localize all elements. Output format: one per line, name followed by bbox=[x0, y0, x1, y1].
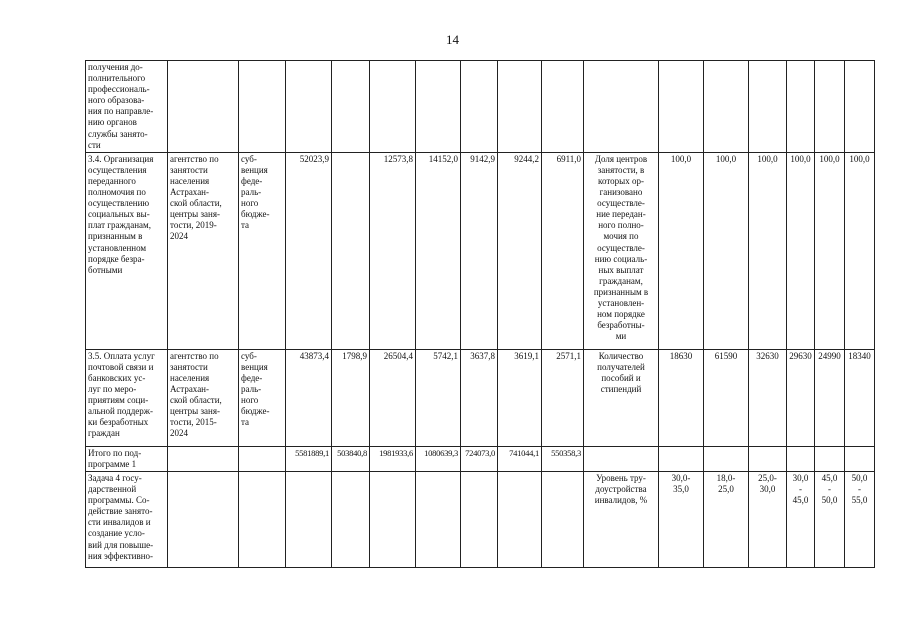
value-2024-cell: 2571,1 bbox=[542, 349, 584, 446]
target-2019-cell bbox=[659, 61, 704, 153]
value-total-cell: 5581889,1 bbox=[286, 446, 332, 471]
target-2022-cell: 100,0 bbox=[787, 152, 815, 349]
funding-source-cell bbox=[239, 471, 286, 567]
target-2021-cell bbox=[749, 61, 787, 153]
funding-source-cell bbox=[239, 446, 286, 471]
target-2022-cell bbox=[787, 61, 815, 153]
indicator-cell: Уровень тру- доустройства инвалидов, % bbox=[584, 471, 659, 567]
target-2020-cell bbox=[704, 61, 749, 153]
table-row bbox=[86, 349, 875, 446]
table-row bbox=[86, 152, 875, 349]
value-2022-cell bbox=[461, 61, 498, 153]
value-2023-cell bbox=[498, 61, 542, 153]
value-2019-cell: 503840,8 bbox=[332, 446, 370, 471]
value-2023-cell: 741044,1 bbox=[498, 446, 542, 471]
page-number: 14 bbox=[446, 32, 459, 47]
value-2019-cell bbox=[332, 61, 370, 153]
target-2019-cell: 100,0 bbox=[659, 152, 704, 349]
table-row bbox=[86, 471, 875, 567]
value-2024-cell: 6911,0 bbox=[542, 152, 584, 349]
value-2023-cell: 3619,1 bbox=[498, 349, 542, 446]
target-2024-cell: 100,0 bbox=[845, 152, 875, 349]
funding-source-cell: суб- венция феде- раль- ного бюдже- та bbox=[239, 349, 286, 446]
target-2024-cell bbox=[845, 61, 875, 153]
value-total-cell bbox=[286, 471, 332, 567]
value-2020-cell: 26504,4 bbox=[370, 349, 416, 446]
target-2020-cell bbox=[704, 446, 749, 471]
value-2020-cell bbox=[370, 471, 416, 567]
target-2021-cell: 100,0 bbox=[749, 152, 787, 349]
value-2021-cell bbox=[416, 61, 461, 153]
value-2022-cell: 3637,8 bbox=[461, 349, 498, 446]
target-2020-cell: 100,0 bbox=[704, 152, 749, 349]
target-2020-cell: 61590 bbox=[704, 349, 749, 446]
executor-cell bbox=[168, 471, 239, 567]
value-2020-cell bbox=[370, 61, 416, 153]
table-row bbox=[86, 61, 875, 153]
value-total-cell: 43873,4 bbox=[286, 349, 332, 446]
value-2019-cell: 1798,9 bbox=[332, 349, 370, 446]
value-2022-cell bbox=[461, 471, 498, 567]
value-2024-cell bbox=[542, 471, 584, 567]
target-2023-cell: 24990 bbox=[815, 349, 845, 446]
value-2020-cell: 1981933,6 bbox=[370, 446, 416, 471]
target-2024-cell bbox=[845, 446, 875, 471]
value-2023-cell: 9244,2 bbox=[498, 152, 542, 349]
target-2021-cell bbox=[749, 446, 787, 471]
value-2022-cell: 724073,0 bbox=[461, 446, 498, 471]
table-row bbox=[86, 446, 875, 471]
target-2019-cell bbox=[659, 446, 704, 471]
target-2021-cell: 25,0- 30,0 bbox=[749, 471, 787, 567]
value-2022-cell: 9142,9 bbox=[461, 152, 498, 349]
target-2023-cell: 100,0 bbox=[815, 152, 845, 349]
target-2019-cell: 30,0- 35,0 bbox=[659, 471, 704, 567]
target-2023-cell: 45,0 - 50,0 bbox=[815, 471, 845, 567]
value-2019-cell bbox=[332, 152, 370, 349]
target-2022-cell: 29630 bbox=[787, 349, 815, 446]
indicator-cell: Количество получателей пособий и стипендий bbox=[584, 349, 659, 446]
executor-cell: агентство по занятости населения Астрахан- ской области, центры заня- тости, 2019- 2024 bbox=[168, 152, 239, 349]
value-2021-cell: 5742,1 bbox=[416, 349, 461, 446]
value-total-cell bbox=[286, 61, 332, 153]
funding-source-cell bbox=[239, 61, 286, 153]
funding-source-cell: суб- венция феде- раль- ного бюдже- та bbox=[239, 152, 286, 349]
value-2021-cell: 14152,0 bbox=[416, 152, 461, 349]
row-name-cell: Итого по под- программе 1 bbox=[86, 446, 168, 471]
target-2023-cell bbox=[815, 446, 845, 471]
value-2024-cell: 550358,3 bbox=[542, 446, 584, 471]
program-table bbox=[85, 60, 875, 568]
value-2020-cell: 12573,8 bbox=[370, 152, 416, 349]
value-2019-cell bbox=[332, 471, 370, 567]
row-name-cell: Задача 4 госу- дарственной программы. Со- действие занято- сти инвалидов и создание усло- вий для повыше- ния эффективно- bbox=[86, 471, 168, 567]
executor-cell: агентство по занятости населения Астрахан- ской области, центры заня- тости, 2015- 2024 bbox=[168, 349, 239, 446]
row-name-cell: получения до- полнительного профессиональ- ного образова- ния по направле- нию органов службы занято- сти bbox=[86, 61, 168, 153]
target-2024-cell: 50,0 - 55,0 bbox=[845, 471, 875, 567]
row-name-cell: 3.4. Организация осуществления переданного полномочия по осуществлению социальных вы- плат гражданам, признанным в установленном порядке безра- ботными bbox=[86, 152, 168, 349]
value-2021-cell: 1080639,3 bbox=[416, 446, 461, 471]
target-2024-cell: 18340 bbox=[845, 349, 875, 446]
row-name-cell: 3.5. Оплата услуг почтовой связи и банковских ус- луг по меро- приятиям соци- альной поддерж- ки безработных граждан bbox=[86, 349, 168, 446]
target-2022-cell bbox=[787, 446, 815, 471]
value-2021-cell bbox=[416, 471, 461, 567]
target-2022-cell: 30,0 - 45,0 bbox=[787, 471, 815, 567]
value-2024-cell bbox=[542, 61, 584, 153]
target-2020-cell: 18,0- 25,0 bbox=[704, 471, 749, 567]
executor-cell bbox=[168, 61, 239, 153]
indicator-cell: Доля центров занятости, в которых ор- ганизовано осуществле- ние передан- ного полно- мочия по осуществле- нию социаль- ных выплат гражданам, признанным в установлен- ном порядке безработны- ми bbox=[584, 152, 659, 349]
target-2019-cell: 18630 bbox=[659, 349, 704, 446]
executor-cell bbox=[168, 446, 239, 471]
value-2023-cell bbox=[498, 471, 542, 567]
indicator-cell bbox=[584, 61, 659, 153]
target-2021-cell: 32630 bbox=[749, 349, 787, 446]
indicator-cell bbox=[584, 446, 659, 471]
value-total-cell: 52023,9 bbox=[286, 152, 332, 349]
target-2023-cell bbox=[815, 61, 845, 153]
